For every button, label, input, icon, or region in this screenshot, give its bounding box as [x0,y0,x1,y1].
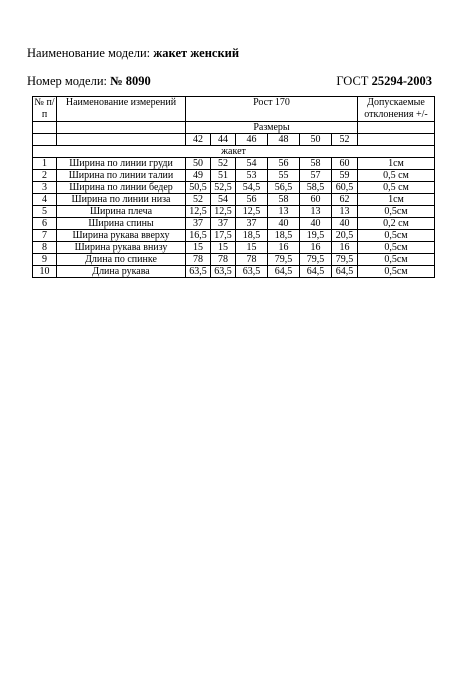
value-cell: 12,5 [186,206,211,218]
value-cell: 64,5 [332,266,358,278]
gost-label: ГОСТ [336,74,369,88]
header-measurement-name: Наименование измерений [57,97,186,122]
value-cell: 78 [236,254,268,266]
table-row [33,158,435,170]
value-cell: 16 [268,242,300,254]
size-cell: 48 [268,134,300,146]
value-cell: 54 [211,194,236,206]
table-row [33,182,435,194]
tolerance-cell: 0,5см [358,230,435,242]
value-cell: 64,5 [300,266,332,278]
model-number-value: № 8090 [110,74,151,88]
value-cell: 63,5 [186,266,211,278]
value-cell: 78 [211,254,236,266]
model-name-line [27,46,239,61]
size-cell: 42 [186,134,211,146]
table-row [33,170,435,182]
gost-line [336,74,432,89]
value-cell: 18,5 [268,230,300,242]
measurements-table [32,96,435,278]
value-cell: 16,5 [186,230,211,242]
size-cell: 50 [300,134,332,146]
model-number-label: Номер модели: [27,74,107,88]
tolerance-cell: 0,5см [358,206,435,218]
table-row [33,218,435,230]
value-cell: 79,5 [332,254,358,266]
value-cell: 37 [186,218,211,230]
value-cell: 52 [186,194,211,206]
measurement-name: Ширина по линии низа [57,194,186,206]
gost-value: 25294-2003 [371,74,432,88]
value-cell: 16 [332,242,358,254]
value-cell: 40 [300,218,332,230]
value-cell: 12,5 [211,206,236,218]
tolerance-cell: 0,5см [358,266,435,278]
measurement-name: Ширина по линии груди [57,158,186,170]
value-cell: 51 [211,170,236,182]
measurement-name: Ширина рукава внизу [57,242,186,254]
size-cell: 44 [211,134,236,146]
measurement-name: Длина рукава [57,266,186,278]
row-number: 10 [33,266,57,278]
tolerance-cell: 0,5 см [358,182,435,194]
row-number: 2 [33,170,57,182]
value-cell: 55 [268,170,300,182]
value-cell: 60 [332,158,358,170]
measurement-name: Ширина по линии бедер [57,182,186,194]
measurement-name: Ширина по линии талии [57,170,186,182]
value-cell: 53 [236,170,268,182]
value-cell: 13 [300,206,332,218]
value-cell: 16 [300,242,332,254]
tolerance-cell: 1см [358,194,435,206]
value-cell: 64,5 [268,266,300,278]
row-number: 5 [33,206,57,218]
value-cell: 60,5 [332,182,358,194]
row-number: 9 [33,254,57,266]
value-cell: 63,5 [211,266,236,278]
value-cell: 63,5 [236,266,268,278]
model-number-line [27,74,151,89]
table-row [33,242,435,254]
model-name-value: жакет женский [153,46,240,60]
value-cell: 50 [186,158,211,170]
value-cell: 37 [211,218,236,230]
value-cell: 58 [268,194,300,206]
value-cell: 37 [236,218,268,230]
section-label: жакет [33,146,435,158]
row-number: 3 [33,182,57,194]
table-row [33,254,435,266]
value-cell: 57 [300,170,332,182]
table-row [33,230,435,242]
value-cell: 60 [300,194,332,206]
value-cell: 49 [186,170,211,182]
value-cell: 13 [268,206,300,218]
value-cell: 78 [186,254,211,266]
value-cell: 56 [268,158,300,170]
value-cell: 13 [332,206,358,218]
tolerance-cell: 0,2 см [358,218,435,230]
value-cell: 19,5 [300,230,332,242]
row-number: 8 [33,242,57,254]
value-cell: 40 [332,218,358,230]
value-cell: 62 [332,194,358,206]
value-cell: 15 [186,242,211,254]
row-number: 4 [33,194,57,206]
value-cell: 56 [236,194,268,206]
row-number: 6 [33,218,57,230]
value-cell: 18,5 [236,230,268,242]
row-number: 1 [33,158,57,170]
row-number: 7 [33,230,57,242]
table-row [33,266,435,278]
value-cell: 59 [332,170,358,182]
table-row [33,206,435,218]
value-cell: 58,5 [300,182,332,194]
value-cell: 20,5 [332,230,358,242]
model-name-label: Наименование модели: [27,46,151,60]
tolerance-cell: 0,5см [358,242,435,254]
tolerance-cell: 0,5см [358,254,435,266]
header-number: № п/п [34,97,55,120]
size-cell: 52 [332,134,358,146]
value-cell: 52,5 [211,182,236,194]
value-cell: 15 [211,242,236,254]
table-row [33,194,435,206]
measurement-name: Ширина рукава вверху [57,230,186,242]
value-cell: 12,5 [236,206,268,218]
measurement-name: Ширина спины [57,218,186,230]
header-tolerance: Допускаемые отклонения +/- [358,97,435,122]
value-cell: 79,5 [268,254,300,266]
measurement-name: Длина по спинке [57,254,186,266]
value-cell: 17,5 [211,230,236,242]
header-sizes: Размеры [186,122,358,134]
value-cell: 54 [236,158,268,170]
value-cell: 56,5 [268,182,300,194]
value-cell: 50,5 [186,182,211,194]
tolerance-cell: 1см [358,158,435,170]
value-cell: 15 [236,242,268,254]
value-cell: 58 [300,158,332,170]
header-height: Рост 170 [186,97,358,122]
value-cell: 52 [211,158,236,170]
size-cell: 46 [236,134,268,146]
value-cell: 40 [268,218,300,230]
tolerance-cell: 0,5 см [358,170,435,182]
value-cell: 54,5 [236,182,268,194]
measurement-name: Ширина плеча [57,206,186,218]
value-cell: 79,5 [300,254,332,266]
